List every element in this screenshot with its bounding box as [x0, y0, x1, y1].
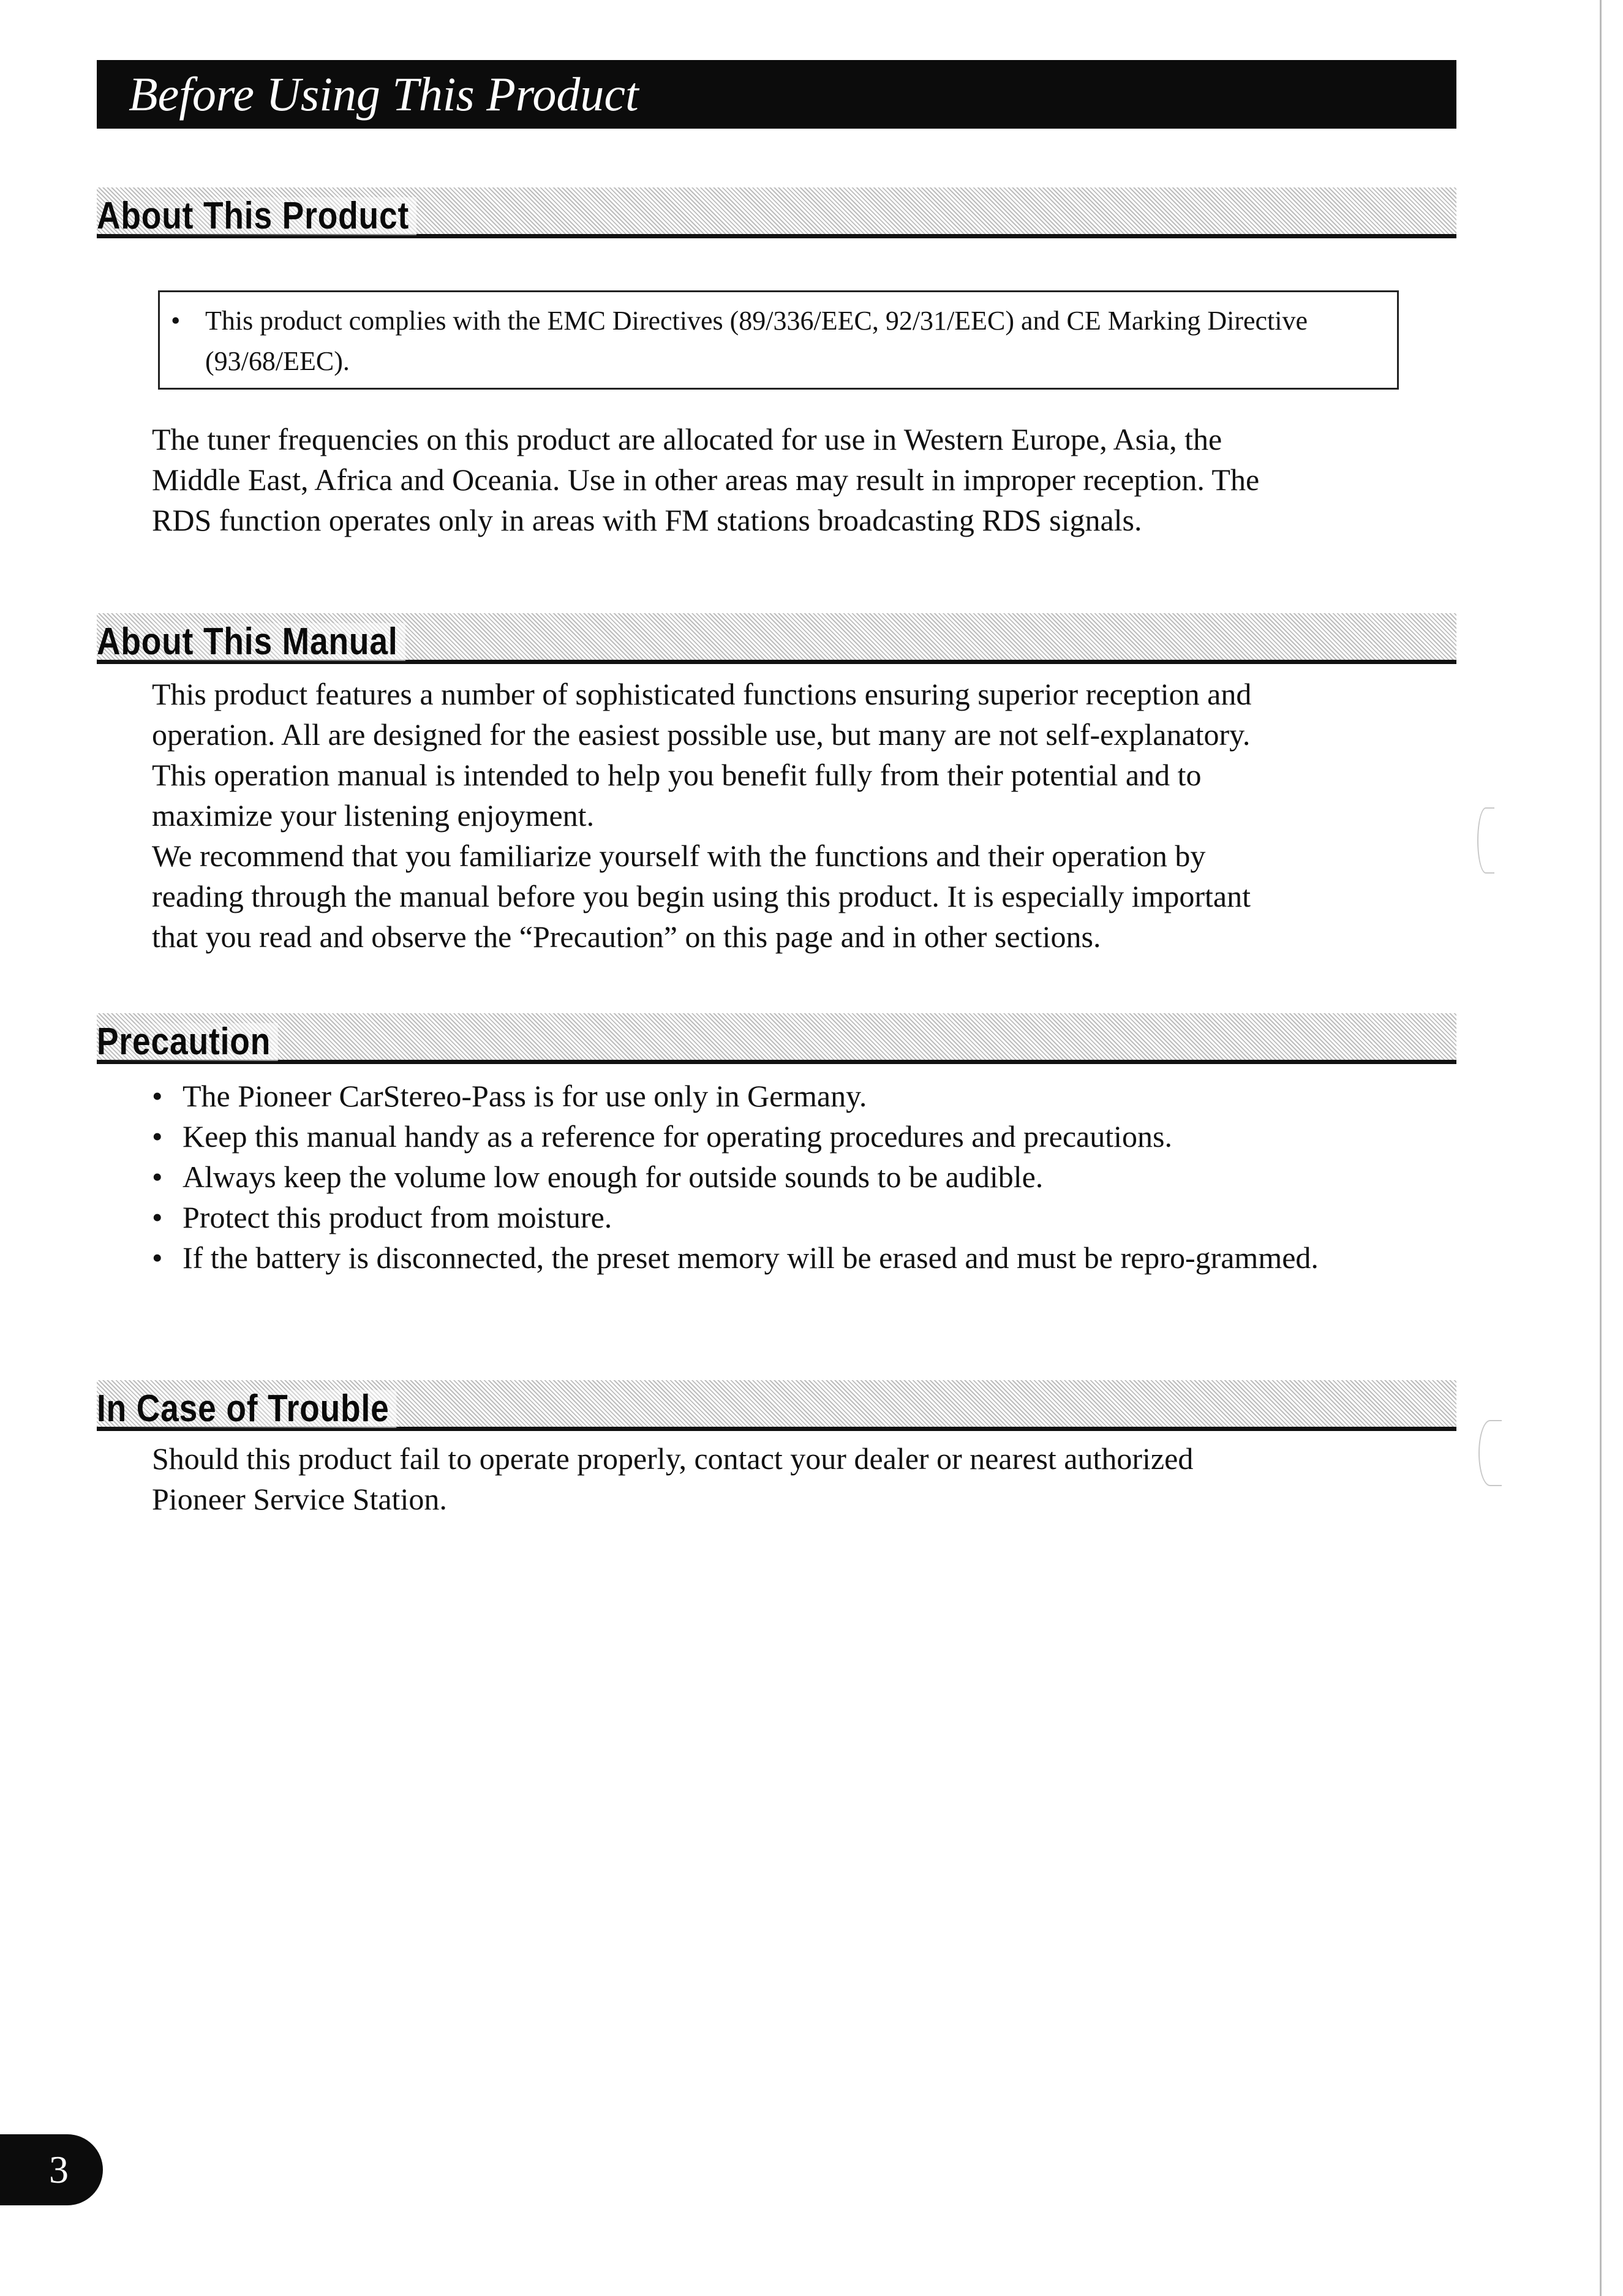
list-item [152, 1197, 1426, 1237]
section-heading-about-manual [97, 613, 1456, 664]
list-item-text: Protect this product from moisture. [183, 1200, 612, 1234]
paragraph-line: We recommend that you familiarize yourself with the functions and their operation by [152, 839, 1206, 873]
section-heading-trouble [97, 1380, 1456, 1431]
paragraph-line: This operation manual is intended to help you benefit fully from their potential and to [152, 758, 1202, 792]
paragraph-line: Should this product fail to operate properly, contact your dealer or nearest authorized [152, 1441, 1194, 1476]
compliance-note-text: This product complies with the EMC Directives (89/336/EEC, 92/31/EEC) and CE Marking Directive (93/68/EEC). [205, 306, 1308, 376]
compliance-note [171, 301, 1335, 382]
bullet-icon: • [152, 1241, 163, 1275]
compliance-note-box [158, 290, 1399, 390]
bullet-icon: • [152, 1119, 163, 1154]
precaution-list [152, 1076, 1426, 1278]
about-product-paragraph [152, 419, 1426, 540]
paragraph-line: maximize your listening enjoyment. [152, 798, 595, 833]
paragraph-line: Pioneer Service Station. [152, 1482, 447, 1516]
bullet-icon: • [171, 306, 181, 336]
page-number-tab [0, 2134, 103, 2205]
list-item-text: If the battery is disconnected, the preset memory will be erased and must be repro-grammed. [183, 1241, 1319, 1275]
page-title: Before Using This Product [129, 67, 639, 121]
bullet-icon: • [152, 1079, 163, 1113]
binding-mark [1478, 1420, 1502, 1486]
section-title: In Case of Trouble [97, 1390, 397, 1428]
paragraph-line: RDS function operates only in areas with FM stations broadcasting RDS signals. [152, 503, 1142, 537]
paragraph-line: operation. All are designed for the easiest possible use, but many are not self-explanatory. [152, 717, 1251, 752]
list-item-text: Always keep the volume low enough for outside sounds to be audible. [183, 1160, 1044, 1194]
paragraph-line: This product features a number of sophisticated functions ensuring superior reception and [152, 677, 1252, 711]
paragraph-line: Middle East, Africa and Oceania. Use in other areas may result in improper reception. The [152, 463, 1260, 497]
list-item [152, 1237, 1358, 1278]
paragraph-line: that you read and observe the “Precaution” on this page and in other sections. [152, 920, 1101, 954]
list-item [152, 1157, 1426, 1197]
trouble-paragraph [152, 1438, 1426, 1519]
paragraph-line: The tuner frequencies on this product are allocated for use in Western Europe, Asia, the [152, 422, 1222, 456]
page-title-banner [97, 60, 1456, 129]
about-manual-paragraph [152, 674, 1426, 957]
page-edge-line [1600, 0, 1602, 2296]
section-title: Precaution [97, 1023, 278, 1061]
list-item-text: The Pioneer CarStereo-Pass is for use only in Germany. [183, 1079, 867, 1113]
section-heading-precaution [97, 1013, 1456, 1064]
bullet-icon: • [152, 1200, 163, 1234]
section-title: About This Product [97, 197, 416, 235]
binding-mark [1477, 807, 1494, 874]
list-item [152, 1076, 1426, 1116]
paragraph-line: reading through the manual before you begin using this product. It is especially important [152, 879, 1251, 913]
list-item-text: Keep this manual handy as a reference for operating procedures and precautions. [183, 1119, 1172, 1154]
page-number: 3 [49, 2148, 69, 2191]
section-heading-about-product [97, 187, 1456, 238]
bullet-icon: • [152, 1160, 163, 1194]
list-item [152, 1116, 1426, 1157]
section-title: About This Manual [97, 623, 405, 661]
